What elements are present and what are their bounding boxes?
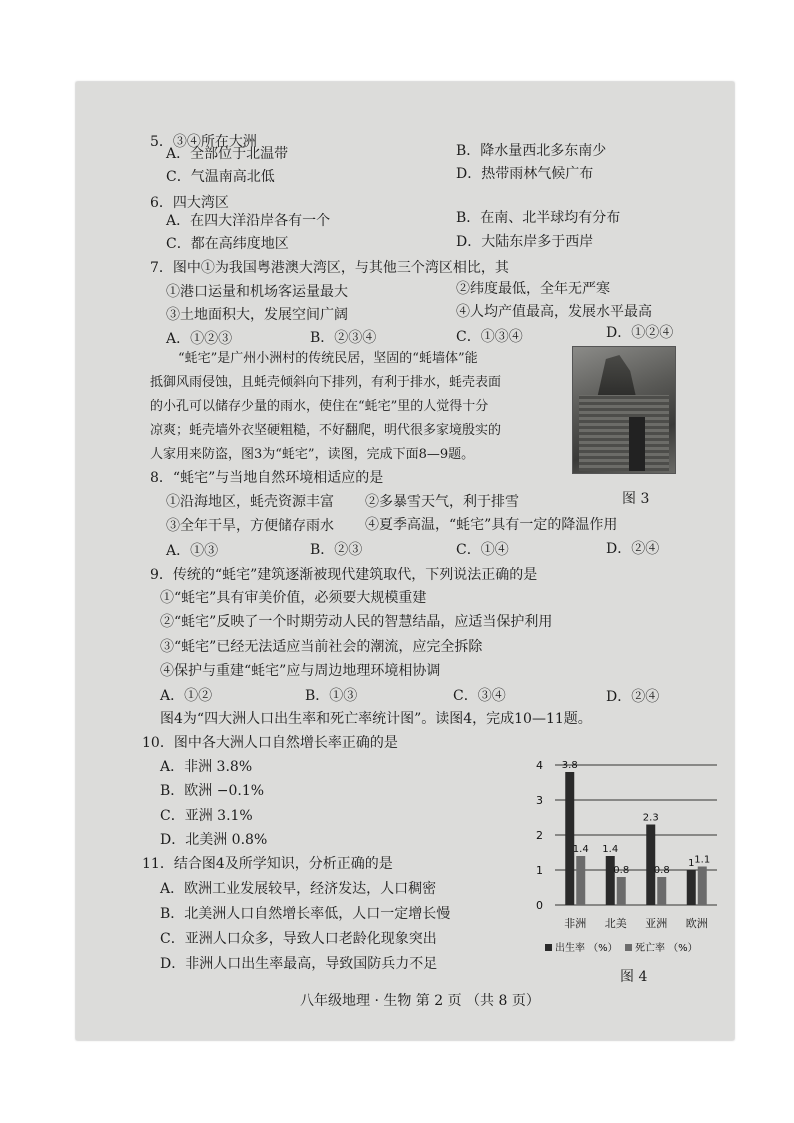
q9-statement-3: ③“蚝宅”已经无法适应当前社会的潮流，应完全拆除 bbox=[160, 639, 483, 655]
q10-option-a: A．非洲 3.8% bbox=[160, 759, 253, 775]
q9-option-d: D．②④ bbox=[606, 689, 660, 705]
x-tick-label: 非洲 bbox=[564, 917, 587, 930]
q7-statement-4: ④人均产值最高，发展水平最高 bbox=[456, 304, 652, 320]
q7-statement-1: ①港口运量和机场客运量最大 bbox=[166, 284, 348, 300]
q5-option-c: C．气温南高北低 bbox=[166, 169, 275, 185]
data-label: 0.8 bbox=[613, 865, 630, 876]
bar-birth-rate bbox=[687, 870, 696, 905]
q7-statement-2: ②纬度最低，全年无严寒 bbox=[456, 281, 610, 297]
q5-option-b: B．降水量西北多东南少 bbox=[456, 143, 607, 159]
q11-stem: 11．结合图4及所学知识，分析正确的是 bbox=[142, 856, 393, 872]
q5-option-a: A．全部位于北温带 bbox=[166, 146, 289, 162]
q5-option-d: D．热带雨林气候广布 bbox=[456, 166, 594, 182]
q8-statement-4: ④夏季高温，“蚝宅”具有一定的降温作用 bbox=[365, 517, 618, 533]
q9-statement-2: ②“蚝宅”反映了一个时期劳动人民的智慧结晶，应适当保护利用 bbox=[160, 614, 553, 630]
q7-statement-3: ③土地面积大，发展空间广阔 bbox=[166, 307, 348, 323]
q10-option-c: C．亚洲 3.1% bbox=[160, 808, 253, 824]
legend-swatch bbox=[625, 944, 632, 951]
q6-option-d: D．大陆东岸多于西岸 bbox=[456, 234, 594, 250]
y-tick-label: 1 bbox=[536, 864, 543, 877]
figure-3-caption: 图 3 bbox=[622, 491, 650, 507]
x-tick-label: 欧洲 bbox=[685, 917, 708, 930]
legend-label: 出生率 （%） bbox=[555, 943, 618, 954]
q10-option-d: D．北美洲 0.8% bbox=[160, 832, 268, 848]
q7-option-c: C．①③④ bbox=[456, 329, 523, 345]
q11-option-c: C．亚洲人口众多，导致人口老龄化现象突出 bbox=[160, 931, 437, 947]
q9-stem: 9．传统的“蚝宅”建筑逐渐被现代建筑取代，下列说法正确的是 bbox=[150, 567, 538, 583]
figure-4-intro: 图4为“四大洲人口出生率和死亡率统计图”。读图4，完成10—11题。 bbox=[160, 711, 592, 727]
q8-option-d: D．②④ bbox=[606, 541, 660, 557]
q9-statement-1: ①“蚝宅”具有审美价值，必须要大规模重建 bbox=[160, 590, 427, 606]
q8-option-c: C．①④ bbox=[456, 542, 509, 558]
page-footer: 八年级地理 · 生物 第 2 页 （共 8 页） bbox=[300, 993, 540, 1009]
q10-stem: 10．图中各大洲人口自然增长率正确的是 bbox=[142, 735, 398, 751]
birth-death-rate-chart bbox=[525, 750, 725, 980]
passage-line-2: 抵御风雨侵蚀，且蚝壳倾斜向下排列，有利于排水，蚝壳表面 bbox=[150, 375, 502, 390]
photo-wall bbox=[579, 395, 669, 471]
q11-option-a: A．欧洲工业发展较早，经济发达，人口稠密 bbox=[160, 881, 437, 897]
passage-line-3: 的小孔可以储存少量的雨水，使住在“蚝宅”里的人觉得十分 bbox=[150, 399, 489, 414]
q8-statement-3: ③全年干旱，方便储存雨水 bbox=[166, 518, 334, 534]
legend-swatch bbox=[545, 944, 552, 951]
q6-option-a: A．在四大洋沿岸各有一个 bbox=[166, 213, 331, 229]
data-label: 1.1 bbox=[694, 854, 711, 866]
legend-label: 死亡率 （%） bbox=[635, 943, 698, 954]
q9-statement-4: ④保护与重建“蚝宅”应与周边地理环境相协调 bbox=[160, 663, 441, 679]
bar-death-rate bbox=[617, 877, 626, 905]
q9-option-a: A．①② bbox=[160, 688, 213, 704]
passage-line-5: 人家用来防盗，图3为“蚝宅”，读图，完成下面8—9题。 bbox=[150, 447, 475, 462]
figure-4-caption: 图 4 bbox=[620, 969, 648, 985]
passage-line-1: “蚝宅”是广州小洲村的传统民居，坚固的“蚝墙体”能 bbox=[178, 351, 478, 366]
data-label: 1.4 bbox=[572, 844, 589, 855]
bar-death-rate bbox=[657, 877, 666, 905]
y-tick-label: 3 bbox=[536, 794, 543, 807]
bar-birth-rate bbox=[565, 772, 574, 905]
q6-option-c: C．都在高纬度地区 bbox=[166, 236, 289, 252]
q6-option-b: B．在南、北半球均有分布 bbox=[456, 210, 621, 226]
bar-death-rate bbox=[576, 856, 585, 905]
q8-statement-2: ②多暴雪天气，利于排雪 bbox=[365, 494, 519, 510]
q10-option-b: B．欧洲 −0.1% bbox=[160, 783, 265, 799]
q9-option-c: C．③④ bbox=[453, 688, 506, 704]
x-tick-label: 亚洲 bbox=[645, 917, 668, 930]
bar-death-rate bbox=[698, 867, 707, 906]
q7-option-a: A．①②③ bbox=[166, 331, 233, 347]
data-label: 3.8 bbox=[561, 760, 578, 771]
data-label: 1 bbox=[688, 858, 695, 869]
q8-statement-1: ①沿海地区，蚝壳资源丰富 bbox=[166, 494, 334, 510]
q11-option-b: B．北美洲人口自然增长率低，人口一定增长慢 bbox=[160, 906, 451, 922]
x-tick-label: 北美 bbox=[604, 917, 627, 930]
data-label: 0.8 bbox=[653, 865, 670, 876]
photo-roof bbox=[587, 355, 641, 395]
q6-stem: 6．四大湾区 bbox=[150, 195, 229, 211]
q7-option-d: D．①②④ bbox=[606, 325, 674, 341]
passage-line-4: 凉爽；蚝壳墙外衣坚硬粗糙，不好翻爬，明代很多家境殷实的 bbox=[150, 423, 502, 438]
y-tick-label: 2 bbox=[536, 829, 543, 842]
q9-option-b: B．①③ bbox=[305, 688, 358, 704]
data-label: 2.3 bbox=[642, 812, 659, 824]
photo-door bbox=[629, 417, 645, 471]
oyster-house-photo bbox=[572, 346, 676, 474]
q8-stem: 8．“蚝宅”与当地自然环境相适应的是 bbox=[150, 470, 384, 486]
bar-birth-rate bbox=[606, 856, 615, 905]
q8-option-a: A．①③ bbox=[166, 543, 219, 559]
q11-option-d: D．非洲人口出生率最高，导致国防兵力不足 bbox=[160, 956, 438, 972]
q5-stem: 5．③④所在大洲 bbox=[150, 134, 257, 150]
q7-option-b: B．②③④ bbox=[310, 330, 377, 346]
y-tick-label: 4 bbox=[536, 759, 543, 772]
data-label: 1.4 bbox=[602, 844, 619, 855]
q8-option-b: B．②③ bbox=[310, 542, 363, 558]
y-tick-label: 0 bbox=[536, 899, 543, 912]
q7-stem: 7．图中①为我国粤港澳大湾区，与其他三个湾区相比，其 bbox=[150, 260, 509, 276]
